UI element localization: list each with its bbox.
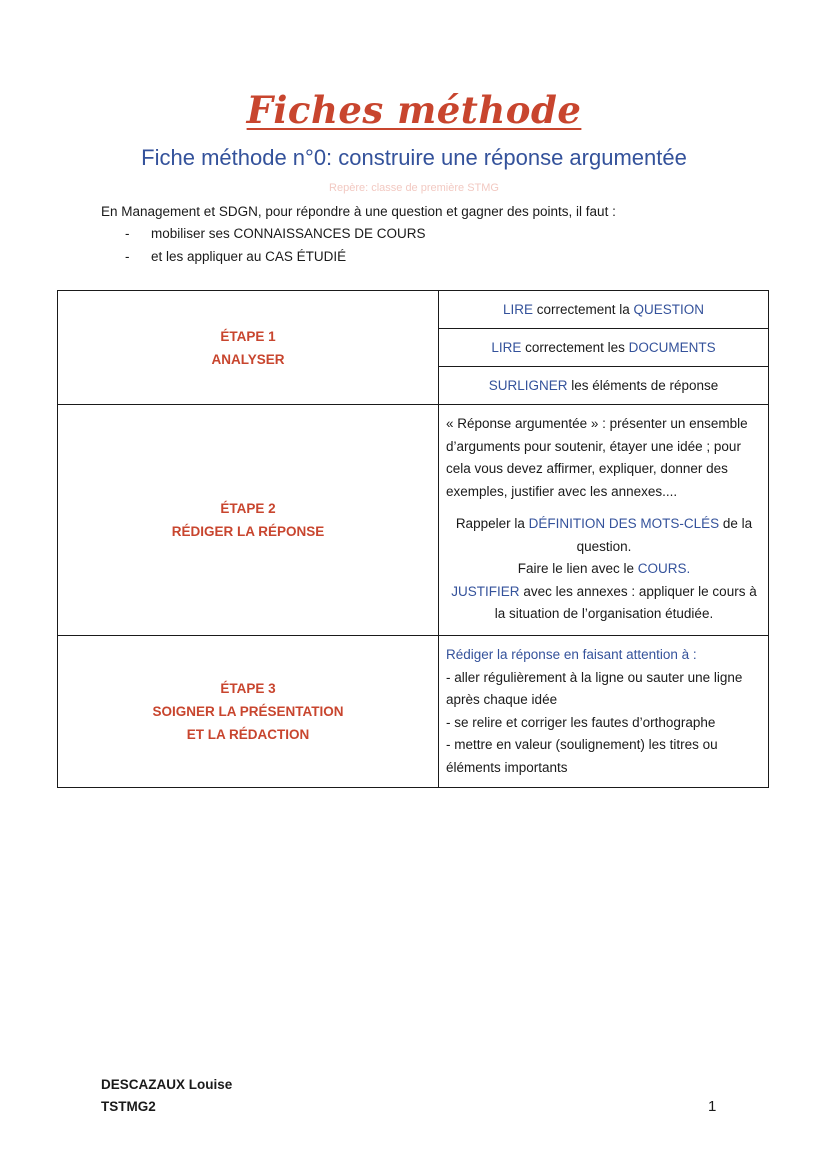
bullet-text: mobiliser ses CONNAISSANCES DE COURS bbox=[151, 226, 426, 241]
footer-author: DESCAZAUX Louise bbox=[101, 1077, 233, 1092]
bullet-text: et les appliquer au CAS ÉTUDIÉ bbox=[151, 249, 347, 264]
step-1-label: ANALYSER bbox=[211, 351, 285, 367]
step-3-cell bbox=[58, 636, 439, 788]
step-2-instructions bbox=[446, 513, 762, 626]
step-2-content bbox=[439, 405, 769, 636]
step-3-content bbox=[439, 636, 769, 788]
cours-line: Faire le lien avec le COURS. bbox=[517, 561, 691, 576]
page-subtitle: Fiche méthode n°0: construire une réponse argumentée bbox=[141, 145, 687, 170]
step-3-heading: Rédiger la réponse en faisant attention à : bbox=[446, 647, 697, 662]
step-2-paragraph: « Réponse argumentée » : présenter un ensemble d’arguments pour soutenir, étayer une idée ; pour cela vous devez affirmer, expliquer, donner des exemples, justifier avec les annexes.... bbox=[446, 416, 748, 499]
table-row bbox=[58, 291, 769, 329]
footer-class: TSTMG2 bbox=[101, 1099, 156, 1114]
table-row bbox=[58, 405, 769, 636]
page-title: Fiches méthode bbox=[246, 88, 582, 132]
step-3-label: SOIGNER LA PRÉSENTATION bbox=[152, 704, 344, 719]
step-1-cell bbox=[58, 291, 439, 405]
step-2-number: ÉTAPE 2 bbox=[220, 501, 276, 516]
list-item: - mettre en valeur (soulignement) les titres ou éléments importants bbox=[446, 737, 718, 775]
list-item: - se relire et corriger les fautes d’orthographe bbox=[446, 714, 716, 730]
step-3-number: ÉTAPE 3 bbox=[220, 681, 276, 696]
bullet-dash: - bbox=[125, 226, 130, 241]
page-number: 1 bbox=[708, 1098, 717, 1115]
intro-text: En Management et SDGN, pour répondre à une question et gagner des points, il faut : bbox=[101, 204, 616, 219]
step-3-label-2: ET LA RÉDACTION bbox=[186, 727, 310, 742]
method-table bbox=[57, 290, 769, 788]
list-item: - aller régulièrement à la ligne ou sauter une ligne après chaque idée bbox=[446, 669, 743, 707]
step-1-row-surligner: SURLIGNER les éléments de réponse bbox=[439, 367, 769, 405]
step-2-cell bbox=[58, 405, 439, 636]
bullet-dash: - bbox=[125, 249, 130, 264]
step-2-label: RÉDIGER LA RÉPONSE bbox=[171, 524, 325, 539]
repere-note: Repère: classe de première STMG bbox=[329, 182, 499, 194]
definition-line: Rappeler la DÉFINITION DES MOTS-CLÉS de la question. bbox=[455, 516, 753, 554]
table-row bbox=[58, 636, 769, 788]
step-1-row-documents: LIRE correctement les DOCUMENTS bbox=[439, 329, 769, 367]
step-1-row-question: LIRE correctement la QUESTION bbox=[439, 291, 769, 329]
step-1-number: ÉTAPE 1 bbox=[220, 328, 276, 344]
justifier-line: JUSTIFIER avec les annexes : appliquer le cours à la situation de l’organisation étudiée. bbox=[451, 583, 757, 621]
